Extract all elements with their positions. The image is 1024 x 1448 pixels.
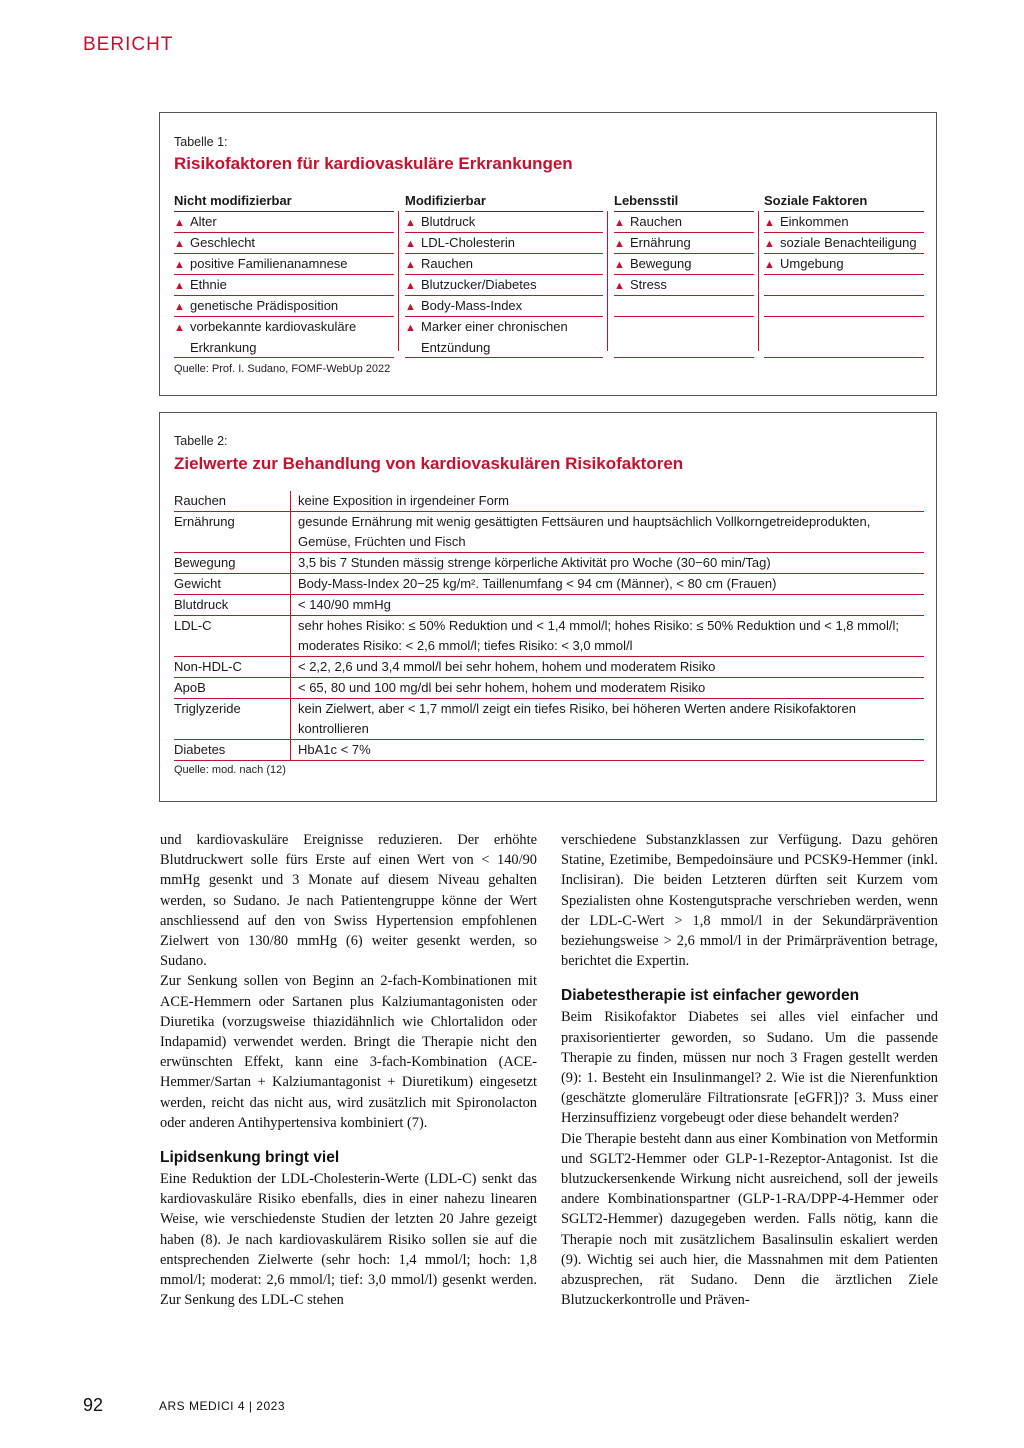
table1-cell: ▲ Ethnie xyxy=(174,275,394,296)
table1-cell: ▲ Alter xyxy=(174,212,394,233)
table1-cell: ▲ Bewegung xyxy=(614,254,754,275)
table2-row xyxy=(174,595,924,616)
triangle-icon: ▲ xyxy=(764,217,775,229)
section-heading: Diabetestherapie ist einfacher geworden xyxy=(561,987,860,1005)
table2-value: keine Exposition in irgendeiner Form xyxy=(290,491,924,511)
body-column-left xyxy=(160,830,537,1310)
table1-cell: ▲ soziale Benachteiligung xyxy=(764,233,924,254)
table1-col-soziale-faktoren xyxy=(764,191,924,358)
table1-col-nicht-modifizierbar xyxy=(174,191,394,358)
paragraph: und kardiovaskuläre Ereignisse reduzieren. Der erhöhte Blutdruckwert solle fürs Erste auf einen Wert von < 140/90 mmHg gesenkt und 3 Monate auf diesem Niveau gehalten werden, so Sudano. Je nach Patientengruppe könne der Wert anschliessend auf den von Swiss Hypertension empfohlenen Zielwert von 130/80 mmHg (6) weiter gesenkt werden, so Sudano. xyxy=(160,832,537,970)
triangle-icon: ▲ xyxy=(174,280,185,292)
table2-value: 3,5 bis 7 Stunden mässig strenge körperliche Aktivität pro Woche (30−60 min/Tag) xyxy=(290,553,924,573)
triangle-icon: ▲ xyxy=(614,217,625,229)
table2-row xyxy=(174,616,924,657)
table1-cell-empty xyxy=(614,317,754,358)
table2-row xyxy=(174,553,924,574)
table2-value: sehr hohes Risiko: ≤ 50% Reduktion und < 1,4 mmol/l; hohes Risiko: ≤ 50% Reduktion und < 1,8 mmol/l; moderates Risiko: < 2,6 mmol/l; tiefes Risiko: < 3,0 mmol/l xyxy=(290,616,924,656)
table2-key: Gewicht xyxy=(174,576,221,591)
table2-key: Triglyzeride xyxy=(174,701,241,716)
triangle-icon: ▲ xyxy=(174,259,185,271)
table2-value: gesunde Ernährung mit wenig gesättigten Fettsäuren und hauptsächlich Vollkorngetreideprodukten, Gemüse, Früchten und Fisch xyxy=(290,512,924,552)
body-column-right xyxy=(561,830,938,1310)
table1-cell: ▲ Blutzucker/Diabetes xyxy=(405,275,603,296)
table2-row xyxy=(174,491,924,512)
table2-title: Zielwerte zur Behandlung von kardiovaskulären Risikofaktoren xyxy=(174,454,684,473)
table2-key: Non-HDL-C xyxy=(174,659,242,674)
table2-row xyxy=(174,699,924,740)
table1-cell: ▲ Umgebung xyxy=(764,254,924,275)
table1-cell: ▲ Stress xyxy=(614,275,754,296)
table2-row xyxy=(174,574,924,595)
column-divider xyxy=(398,211,399,351)
table2-grid xyxy=(174,491,924,761)
triangle-icon: ▲ xyxy=(174,238,185,250)
triangle-icon: ▲ xyxy=(764,259,775,271)
triangle-icon: ▲ xyxy=(174,322,185,334)
table2-key: Ernährung xyxy=(174,514,235,529)
paragraph: Beim Risikofaktor Diabetes sei alles viel einfacher und praxisorientierter geworden, so Sudano. Um die passende Therapie zu finden, müssen nur noch 3 Fragen gestellt werden (9): 1. Besteht ein Insulinmangel? 2. Wie ist die Nierenfunktion (geschätzte glomeruläre Filtrationsrate [eGFR])? 3. Muss einer Herzinsuffizienz vorgebeugt oder diese behandelt werden? xyxy=(561,1009,938,1127)
table2-row xyxy=(174,740,924,761)
table1-cell-empty xyxy=(764,317,924,358)
triangle-icon: ▲ xyxy=(614,238,625,250)
table2-value: kein Zielwert, aber < 1,7 mmol/l zeigt ein tiefes Risiko, bei höheren Werten andere Risikofaktoren kontrollieren xyxy=(290,699,924,739)
section-heading: Lipidsenkung bringt viel xyxy=(160,1149,340,1167)
table1-header: Modifizierbar xyxy=(405,191,603,212)
table1-cell: ▲ Body-Mass-Index xyxy=(405,296,603,317)
paragraph: verschiedene Substanzklassen zur Verfügung. Dazu gehören Statine, Ezetimibe, Bempedoinsäure und PCSK9-Hemmer (inkl. Inclisiran). Die beiden Letzteren dürften seit Kurzem vom Spezialisten ohne Kostengutsprache verschrieben werden, wenn der LDL-C-Wert > 1,8 mmol/l in der Sekundärprävention beziehungsweise > 2,6 mmol/l in der Primärprävention betrage, berichtet die Expertin. xyxy=(561,832,938,970)
triangle-icon: ▲ xyxy=(405,217,416,229)
triangle-icon: ▲ xyxy=(405,259,416,271)
table2-key: LDL-C xyxy=(174,618,212,633)
table2-value: HbA1c < 7% xyxy=(290,740,924,760)
table1-cell: ▲ Rauchen xyxy=(614,212,754,233)
table1-cell: ▲ positive Familienanamnese xyxy=(174,254,394,275)
table2-box xyxy=(159,412,937,802)
table1-cell-empty xyxy=(764,275,924,296)
column-divider xyxy=(758,211,759,351)
table1-label: Tabelle 1: xyxy=(174,135,228,149)
table1-col-lebensstil xyxy=(614,191,754,358)
triangle-icon: ▲ xyxy=(764,238,775,250)
triangle-icon: ▲ xyxy=(405,301,416,313)
table1-cell: ▲ Ernährung xyxy=(614,233,754,254)
triangle-icon: ▲ xyxy=(614,280,625,292)
triangle-icon: ▲ xyxy=(174,301,185,313)
triangle-icon: ▲ xyxy=(405,322,416,334)
triangle-icon: ▲ xyxy=(174,217,185,229)
table1-cell: ▲ Geschlecht xyxy=(174,233,394,254)
page-number: 92 xyxy=(83,1395,104,1415)
column-divider xyxy=(607,211,608,351)
table1-header: Soziale Faktoren xyxy=(764,191,924,212)
table1-cell: ▲ Rauchen xyxy=(405,254,603,275)
table1-col-modifizierbar xyxy=(405,191,603,358)
paragraph: Zur Senkung sollen von Beginn an 2-fach-Kombinationen mit ACE-Hemmern oder Sartanen plus Kalziumantagonisten oder Diuretika (vorzugsweise thiazidähnlich wie Chlortalidon oder Indapamid) verwendet werden. Bringt die Therapie nicht den erwünschten Effekt, kann eine 3-fach-Kombination (ACE-Hemmer/Sartan + Kalziumantagonist + Diuretikum) eingesetzt werden, reicht das nicht aus, wird zusätzlich mit Spironolacton oder anderen Antihypertensiva kombiniert (7). xyxy=(160,973,537,1131)
table2-key: Blutdruck xyxy=(174,597,229,612)
table1-cell: ▲ Marker einer chronischen Entzündung xyxy=(405,317,603,358)
table2-key: ApoB xyxy=(174,680,206,695)
table2-label: Tabelle 2: xyxy=(174,434,228,448)
triangle-icon: ▲ xyxy=(614,259,625,271)
paragraph: Die Therapie besteht dann aus einer Kombination von Metformin und SGLT2-Hemmer oder GLP-1-Rezeptor-Antagonist. Ist die blutzuckersenkende Wirkung nicht ausreichend, soll der jeweils andere Kombinationspartner (GLP-1-RA/DPP-4-Hemmer oder SGLT2-Hemmer) dazugegeben werden. Falls nötig, kann die Therapie noch mit zusätzlichem Basalinsulin eskaliert werden (9). Wichtig sei auch hier, die Massnahmen mit dem Patienten abzusprechen, rät Sudano. Denn die ärztlichen Ziele Blutzuckerkontrolle und Präven- xyxy=(561,1130,938,1309)
table1-source: Quelle: Prof. I. Sudano, FOMF-WebUp 2022 xyxy=(174,363,391,375)
journal-citation: ARS MEDICI 4 | 2023 xyxy=(159,1399,285,1413)
table1-cell: ▲ Blutdruck xyxy=(405,212,603,233)
table2-value: < 65, 80 und 100 mg/dl bei sehr hohem, hohem und moderatem Risiko xyxy=(290,678,924,698)
table2-key: Diabetes xyxy=(174,742,226,757)
table1-header: Lebensstil xyxy=(614,191,754,212)
table2-key: Rauchen xyxy=(174,493,227,508)
table2-key: Bewegung xyxy=(174,555,236,570)
table1-cell: ▲ LDL-Cholesterin xyxy=(405,233,603,254)
table1-header: Nicht modifizierbar xyxy=(174,191,394,212)
table2-row xyxy=(174,678,924,699)
table2-value: < 2,2, 2,6 und 3,4 mmol/l bei sehr hohem, hohem und moderatem Risiko xyxy=(290,657,924,677)
table1-cell: ▲ vorbekannte kardiovaskuläre Erkrankung xyxy=(174,317,394,358)
triangle-icon: ▲ xyxy=(405,280,416,292)
paragraph: Eine Reduktion der LDL-Cholesterin-Werte (LDL-C) senkt das kardiovaskuläre Risiko ebenfalls, dies in einer nahezu linearen Weise, wie verschiedenste Studien der letzten 20 Jahre gezeigt haben (8). Je nach kardiovaskulärem Risiko sollen sie auf die entsprechenden Zielwerte (sehr hoch: 1,4 mmol/l; hoch: 1,8 mmol/l; moderat: 2,6 mmol/l; tief: 3,0 mmol/l) gesenkt werden. Zur Senkung des LDL-C stehen xyxy=(160,1171,537,1309)
section-label: BERICHT xyxy=(83,34,174,55)
table1-cell: ▲ genetische Prädisposition xyxy=(174,296,394,317)
table1-cell-empty xyxy=(614,296,754,317)
table2-row xyxy=(174,657,924,678)
table1-title: Risikofaktoren für kardiovaskuläre Erkrankungen xyxy=(174,154,573,173)
triangle-icon: ▲ xyxy=(405,238,416,250)
table1-cell-empty xyxy=(764,296,924,317)
table2-source: Quelle: mod. nach (12) xyxy=(174,764,286,776)
table1-cell: ▲ Einkommen xyxy=(764,212,924,233)
table2-value: < 140/90 mmHg xyxy=(290,595,924,615)
table2-row xyxy=(174,512,924,553)
table2-value: Body-Mass-Index 20−25 kg/m². Taillenumfang < 94 cm (Männer), < 80 cm (Frauen) xyxy=(290,574,924,594)
table1-box xyxy=(159,112,937,396)
